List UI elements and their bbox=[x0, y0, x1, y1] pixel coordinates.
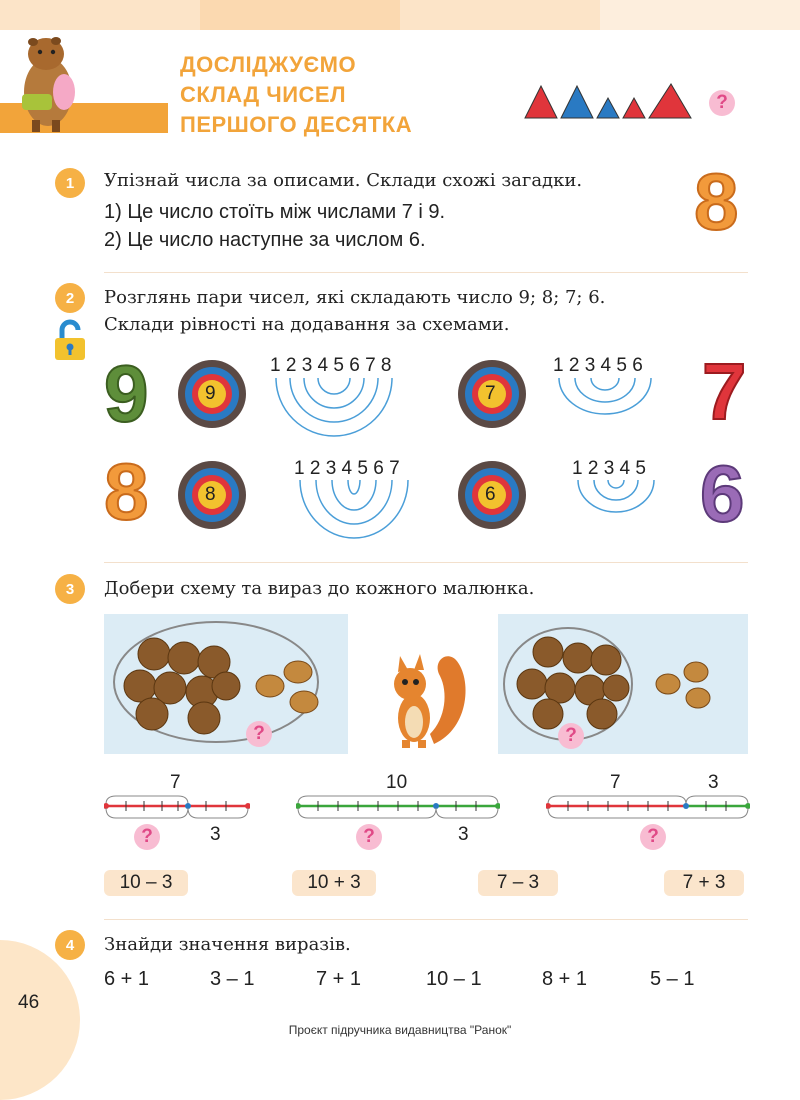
scheme-3-question: ? bbox=[640, 824, 666, 850]
task-3-instruction: Добери схему та вираз до кожного малюнка. bbox=[104, 578, 535, 599]
digit-row-6: 1 2 3 4 5 6 bbox=[553, 355, 643, 376]
arc-scheme-5 bbox=[572, 480, 662, 516]
arc-scheme-6 bbox=[553, 378, 659, 418]
decorative-digit-6: 6 bbox=[700, 449, 745, 538]
task-4-expression-2: 3 – 1 bbox=[210, 968, 255, 990]
task-4-expression-4: 10 – 1 bbox=[426, 968, 482, 990]
task-1-item-2: 2) Це число наступне за числом 6. bbox=[104, 229, 426, 251]
decorative-digit-8: 8 bbox=[694, 157, 739, 246]
task-2-badge: 2 bbox=[55, 283, 85, 313]
decorative-digit-9: 9 bbox=[104, 349, 149, 438]
page-title-line1: ДОСЛІДЖУЄМО bbox=[180, 52, 357, 77]
target-7-label: 7 bbox=[485, 383, 496, 404]
task-4-expression-1: 6 + 1 bbox=[104, 968, 150, 990]
scheme-1-number-line bbox=[104, 794, 250, 824]
page-title-line3: ПЕРШОГО ДЕСЯТКА bbox=[180, 112, 413, 137]
decorative-digit-7: 7 bbox=[702, 347, 747, 436]
expression-box-3[interactable]: 7 – 3 bbox=[478, 870, 558, 896]
task-4-expression-5: 8 + 1 bbox=[542, 968, 588, 990]
task-1-badge: 1 bbox=[55, 168, 85, 198]
top-bar-1 bbox=[0, 0, 200, 30]
scheme-2-bottom-label: 3 bbox=[458, 824, 469, 845]
hazelnuts-and-acorns-illustration-2 bbox=[498, 614, 748, 754]
task-2-line-2: Склади рівності на додавання за схемами. bbox=[104, 314, 510, 335]
capybara-illustration bbox=[18, 32, 80, 132]
separator-1 bbox=[104, 272, 748, 273]
footer-text: Проєкт підручника видавництва "Ранок" bbox=[288, 1023, 512, 1037]
task-4-instruction: Знайди значення виразів. bbox=[104, 934, 351, 955]
page-corner-decoration bbox=[0, 940, 80, 1100]
scheme-1-question: ? bbox=[134, 824, 160, 850]
task-2-line-1: Розглянь пари чисел, які складають число 9; 8; 7; 6. bbox=[104, 287, 606, 308]
top-bar-3 bbox=[400, 0, 600, 30]
expression-box-2[interactable]: 10 + 3 bbox=[292, 870, 376, 896]
squirrel-illustration bbox=[380, 648, 472, 752]
scheme-2-question: ? bbox=[356, 824, 382, 850]
scheme-3-top-label: 7 bbox=[610, 772, 621, 793]
top-bar-4 bbox=[600, 0, 800, 30]
scheme-1-top-label: 7 bbox=[170, 772, 181, 793]
top-bar-2 bbox=[200, 0, 400, 30]
target-9-label: 9 bbox=[205, 383, 216, 404]
scheme-3-number-line bbox=[546, 794, 750, 824]
task-4-expression-6: 5 – 1 bbox=[650, 968, 695, 990]
arc-scheme-7 bbox=[294, 480, 416, 548]
arc-scheme-8 bbox=[270, 378, 400, 460]
separator-3 bbox=[104, 919, 748, 920]
page-number: 46 bbox=[18, 992, 40, 1013]
help-question-icon[interactable]: ? bbox=[709, 90, 735, 116]
page-title bbox=[180, 50, 412, 140]
task-3-badge: 3 bbox=[55, 574, 85, 604]
scheme-1-bottom-label: 3 bbox=[210, 824, 221, 845]
target-6-label: 6 bbox=[485, 484, 496, 505]
digit-row-8: 1 2 3 4 5 6 7 8 bbox=[270, 355, 392, 376]
task-4-expression-3: 7 + 1 bbox=[316, 968, 362, 990]
picture-1-question: ? bbox=[246, 721, 272, 747]
expression-box-4[interactable]: 7 + 3 bbox=[664, 870, 744, 896]
decorative-digit-8-small: 8 bbox=[104, 447, 149, 536]
digit-row-7: 1 2 3 4 5 6 7 bbox=[294, 458, 400, 479]
scheme-2-top-label: 10 bbox=[386, 772, 408, 793]
separator-2 bbox=[104, 562, 748, 563]
picture-2-question: ? bbox=[558, 723, 584, 749]
task-1-instruction: Упізнай числа за описами. Склади схожі загадки. bbox=[104, 170, 583, 191]
scheme-2-number-line bbox=[296, 794, 500, 824]
hazelnuts-and-acorns-illustration bbox=[104, 614, 348, 754]
triangles-icon bbox=[523, 80, 693, 120]
lock-icon bbox=[53, 318, 87, 362]
task-1-item-1: 1) Це число стоїть між числами 7 і 9. bbox=[104, 201, 446, 223]
target-8-label: 8 bbox=[205, 484, 216, 505]
scheme-3-top2-label: 3 bbox=[708, 772, 719, 793]
digit-row-5: 1 2 3 4 5 bbox=[572, 458, 646, 479]
task-4-badge: 4 bbox=[55, 930, 85, 960]
expression-box-1[interactable]: 10 – 3 bbox=[104, 870, 188, 896]
page-title-line2: СКЛАД ЧИСЕЛ bbox=[180, 82, 347, 107]
